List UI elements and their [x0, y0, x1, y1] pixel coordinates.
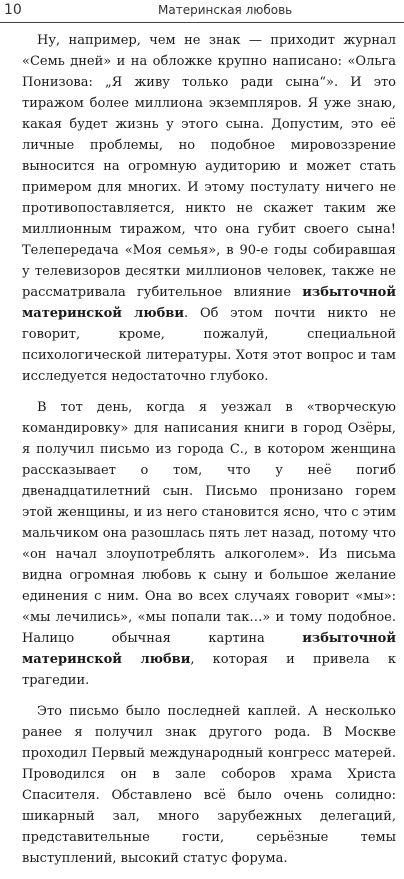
paragraph: [22, 30, 396, 387]
running-title: Материнская любовь: [158, 3, 293, 17]
page-number: 10: [4, 2, 22, 18]
body-text: [22, 30, 396, 879]
running-header: [0, 0, 404, 23]
text-run: Ну, например, чем не знак — приходит журнал «Семь дней» и на обложке крупно написано: «Ольга Понизова: „Я живу только ради сына“». И это тиражом более миллиона экземпляров. Я уже знаю, какая будет жизнь у этого сына. Допустим, это её личные проблемы, но подобное мировоззрение выносится на огромную аудиторию и может стать примером для многих. И этому постулату ничего не противопоставляется, никто не скажет таким же миллионным тиражом, что она губит своего сына! Телепередача «Моя семья», в 90-е годы собиравшая у телевизоров десятки миллионов человек, также не рассматривала губительное влияние: [22, 33, 396, 300]
bold-phrase: избыточной материнской любви: [22, 631, 396, 667]
text-run: В тот день, когда я уезжал в «творческую командировку» для написания книги в город Озёры, я получил письмо из города С., в котором женщина рассказывает о том, что у неё погиб двенадцатилетний сын. Письмо пронизано горем этой женщины, и из него становится ясно, что с этим мальчиком она разошлась пять лет назад, потому что «он начал злоупотреблять алкоголем». Из письма видна огромная любовь к сыну и большое желание единения с ним. Она во всех случаях говорит «мы»: «мы лечились», «мы попали так…» и тому подобное. Налицо обычная картина: [22, 400, 396, 646]
text-run: , которая и привела к трагедии.: [22, 652, 396, 688]
text-run: . Об этом почти никто не говорит, кроме, пожалуй, специальной психологической литературы. Хотя этот вопрос и там исследуется недостаточно глубоко.: [22, 306, 396, 384]
paragraph: [22, 701, 396, 869]
text-run: Это письмо было последней каплей. А несколько ранее я получил знак другого рода. В Москве проходил Первый международный конгресс матерей. Проводился он в зале соборов храма Христа Спасителя. Обставлено всё было очень солидно: шикарный зал, много зарубежных делегаций, представительные гости, серьёзные темы выступлений, высокий статус форума.: [22, 704, 396, 866]
paragraph: [22, 397, 396, 691]
bold-phrase: избыточной материнской любви: [22, 285, 396, 321]
